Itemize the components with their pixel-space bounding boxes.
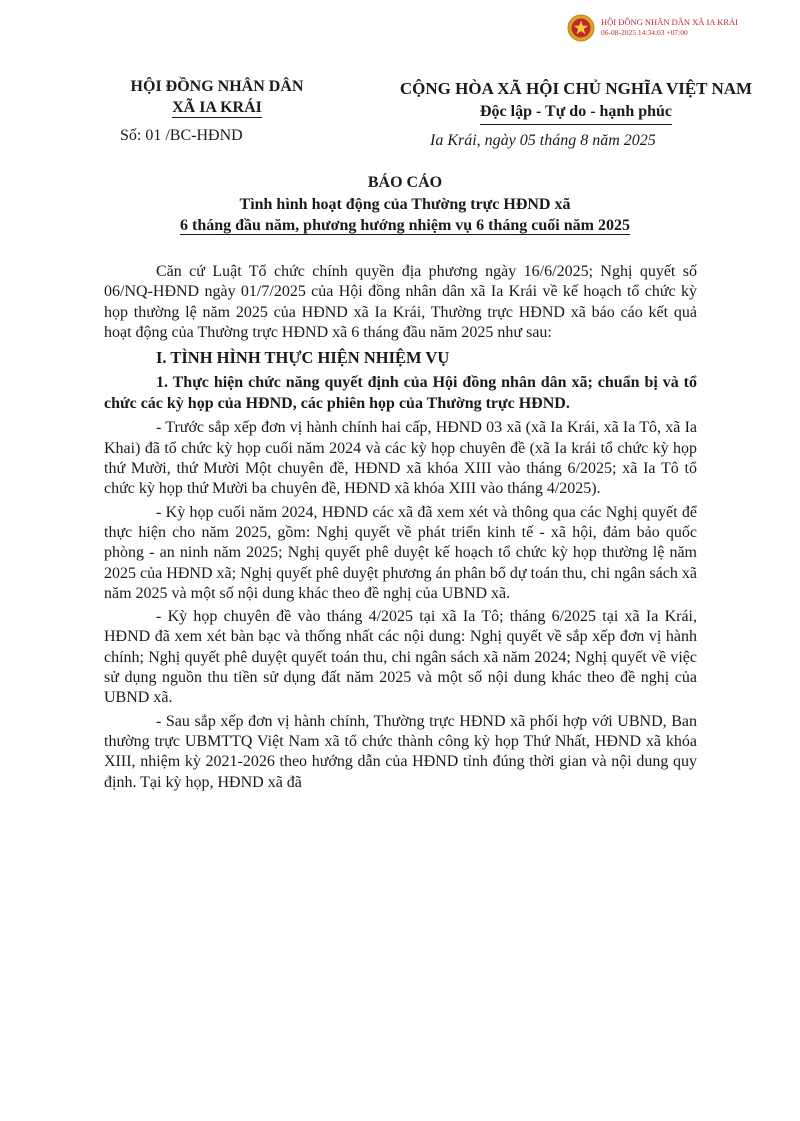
section-heading: I. TÌNH HÌNH THỰC HIỆN NHIỆM VỤ [156,348,450,368]
signature-timestamp: 06-08-2025 14:34:03 +07:00 [601,28,688,37]
body-paragraph: - Kỳ họp cuối năm 2024, HĐND các xã đã xem xét và thông qua các Nghị quyết để thực hiện cho năm 2025, gồm: Nghị quyết về phát triển kinh tế - xã hội, đảm bảo quốc phòng - an ninh năm 2025; Nghị quyết phê duyệt kế hoạch tổ chức kỳ họp thường lệ năm 2025 của HĐND xã; Nghị quyết phê duyệt phương án phân bổ dự toán thu, chi ngân sách xã năm 2025 và một số nội dung khác theo đề nghị của UBND xã. [104,503,697,602]
national-motto: Độc lập - Tự do - hạnh phúc [480,101,672,125]
national-header [376,78,776,125]
document-body [104,262,697,796]
body-paragraph: - Trước sắp xếp đơn vị hành chính hai cấp, HĐND 03 xã (xã Ia Krái, xã Ia Tô, xã Ia Khai) đã tổ chức kỳ họp cuối năm 2024 và các kỳ họp chuyên đề (xã Ia krái tổ chức kỳ họp thứ Mười, thứ Mười Một chuyên đề, HĐND xã khóa XIII vào tháng 6/2025; xã Ia Tô tổ chức kỳ họp thứ Mười ba chuyên đề, HĐND xã khóa XIII vào tháng 4/2025). [104,419,697,498]
national-emblem-icon [567,14,595,42]
org-commune-text: XÃ IA KRÁI [172,99,262,116]
country-name: CỘNG HÒA XÃ HỘI CHỦ NGHĨA VIỆT NAM [399,79,753,98]
document-number: Số: 01 /BC-HĐND [120,127,243,144]
body-paragraph: - Sau sắp xếp đơn vị hành chính, Thường trực HĐND xã phối hợp với UBND, Ban thường trực UBMTTQ Việt Nam xã tổ chức thành công kỳ họp Thứ Nhất, HĐND xã khóa XIII, nhiệm kỳ 2021-2026 theo hướng dẫn của HĐND tỉnh đúng thời gian và nội dung quy định. Tại kỳ họp, HĐND xã đã [104,712,697,791]
subsection-heading: 1. Thực hiện chức năng quyết định của Hội đồng nhân dân xã; chuẩn bị và tổ chức các kỳ họp của HĐND, các phiên họp của Thường trực HĐND. [104,374,697,413]
issuing-authority [112,76,322,118]
document-title [60,172,750,236]
body-paragraph: - Kỳ họp chuyên đề vào tháng 4/2025 tại xã Ia Tô; tháng 6/2025 tại xã Ia Krái, HĐND đã xem xét bàn bạc và thống nhất các nội dung: Nghị quyết về sắp xếp đơn vị hành chính; Nghị quyết phê duyệt quyết toán thu, chi ngân sách xã năm 2024; Nghị quyết về việc sử dụng nguồn thu tiền sử dụng đất năm 2025 và một số nội dung khác theo đề nghị của UBND xã. [104,608,697,707]
report-subtitle-line2 [60,215,750,236]
signature-name: HỘI ĐỒNG NHÂN DÂN XÃ IA KRÁI [601,17,738,27]
report-title: BÁO CÁO [367,174,443,191]
place-and-date: Ia Krái, ngày 05 tháng 8 năm 2025 [430,132,656,149]
intro-paragraph: Căn cứ Luật Tổ chức chính quyền địa phương ngày 16/6/2025; Nghị quyết số 06/NQ-HĐND ngày 01/7/2025 của Hội đồng nhân dân xã Ia Krái về kế hoạch tổ chức kỳ họp thường lệ năm 2025 của HĐND xã Ia Krái, Thường trực HĐND xã báo cáo kết quả hoạt động của Thường trực HĐND xã 6 tháng đầu năm 2025 như sau: [104,263,697,341]
digital-signature [563,10,793,46]
org-commune [112,97,322,118]
report-subtitle-line1: Tình hình hoạt động của Thường trực HĐND xã [239,196,571,213]
org-name: HỘI ĐỒNG NHÂN DÂN [130,78,304,95]
report-subtitle-line2-text: 6 tháng đầu năm, phương hướng nhiệm vụ 6 tháng cuối năm 2025 [180,217,630,234]
